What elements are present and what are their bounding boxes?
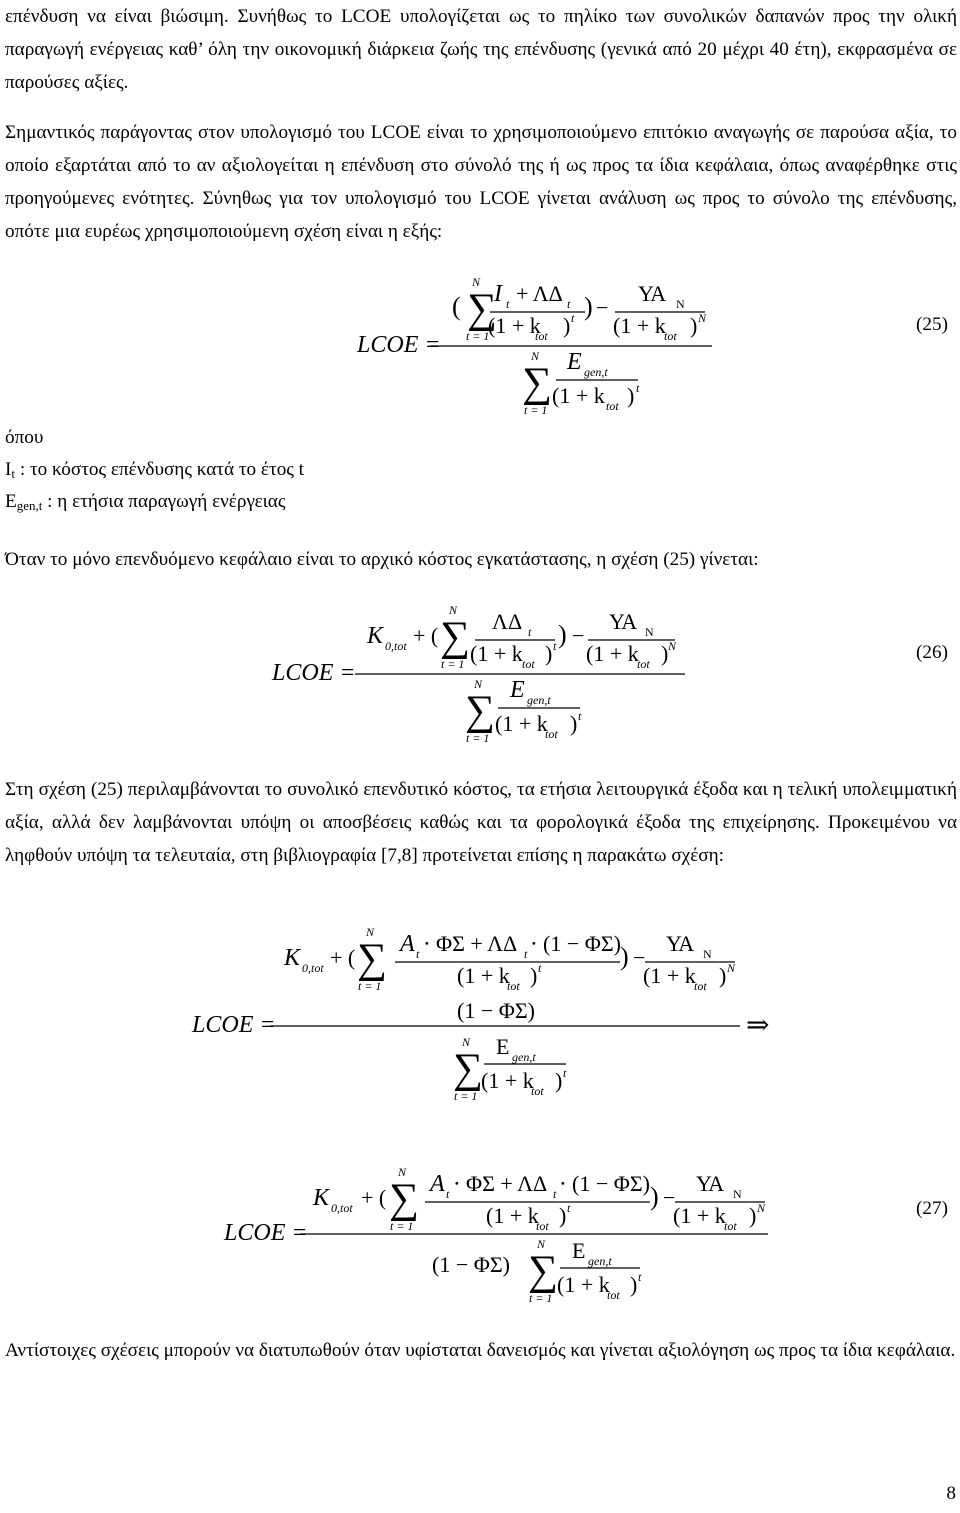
- svg-text:N: N: [698, 311, 707, 325]
- eq25-sum-top: ∑: [467, 286, 497, 332]
- svg-text:0,tot: 0,tot: [331, 1201, 353, 1215]
- svg-text:⋅ ΦΣ + ΛΔ: ⋅ ΦΣ + ΛΔ: [423, 931, 518, 956]
- svg-text:N: N: [668, 639, 677, 653]
- svg-text:(1 + k: (1 + k: [643, 963, 696, 988]
- svg-text:): ): [530, 963, 538, 988]
- svg-text:t: t: [567, 1201, 571, 1215]
- svg-text:tot: tot: [535, 329, 548, 343]
- svg-text:∑: ∑: [389, 1176, 419, 1222]
- svg-text:ΥΑ: ΥΑ: [666, 931, 695, 956]
- svg-text:E: E: [572, 1238, 586, 1263]
- svg-text:t: t: [446, 1187, 450, 1201]
- svg-text:LCOE =: LCOE =: [224, 1220, 308, 1246]
- svg-text:−: −: [572, 623, 585, 648]
- svg-text:(1 + k: (1 + k: [486, 1203, 539, 1228]
- svg-text:(1 + k: (1 + k: [457, 963, 510, 988]
- svg-text:∑: ∑: [357, 936, 387, 982]
- svg-text:gen,t: gen,t: [584, 365, 608, 379]
- svg-text:∑: ∑: [465, 688, 495, 734]
- svg-text:ΥΑ: ΥΑ: [696, 1171, 725, 1196]
- svg-text:∑: ∑: [453, 1046, 483, 1092]
- svg-text:t = 1: t = 1: [529, 1291, 553, 1305]
- svg-text:t: t: [638, 1270, 642, 1284]
- svg-text:ΥΑ: ΥΑ: [609, 609, 638, 634]
- svg-text:N: N: [733, 1187, 742, 1201]
- svg-text:N: N: [462, 1035, 471, 1049]
- page-number: 8: [946, 1483, 956, 1504]
- svg-text:K: K: [367, 623, 384, 649]
- where-label: όπου: [5, 427, 44, 448]
- svg-text:t: t: [563, 1066, 567, 1080]
- paragraph-intro: επένδυση να είναι βιώσιμη. Συνήθως το LCOE υπολογίζεται ως το πηλίκο των συνολικών δαπανών προς την ολική παραγωγή ενέργειας καθ’ όλη την οικονομική διάρκεια ζωής της επένδυσης (γενικά από 20 μέχρι 40 έτη), εκφρασμένα σε παρούσες αξίες.: [5, 6, 957, 93]
- svg-text:t = 1: t = 1: [524, 403, 548, 417]
- svg-text:gen,t: gen,t: [588, 1254, 612, 1268]
- svg-text:tot: tot: [531, 1084, 544, 1098]
- svg-text:t = 1: t = 1: [390, 1219, 414, 1233]
- paragraph-depreciation: Στη σχέση (25) περιλαμβάνονται το συνολικό επενδυτικό κόστος, τα ετήσια λειτουργικά έξοδα και η τελική υπολειμματική αξία, αλλά δεν λαμβάνονται υπόψη οι αποσβέσεις καθώς και τα φορολογικά έξοδα της επιχείρησης. Προκειμένου να ληφθούν υπόψη τα τελευταία, στη βιβλιογραφία [7,8] προτείνεται επίσης η παρακάτω σχέση:: [5, 779, 957, 866]
- eq25-lparen: (: [452, 292, 461, 321]
- svg-text:): ): [545, 641, 553, 666]
- equation-26: [0, 600, 960, 750]
- svg-text:⋅ (1 − ΦΣ): ⋅ (1 − ΦΣ): [530, 931, 621, 956]
- svg-text:): ): [558, 620, 567, 649]
- svg-text:+ (: + (: [330, 945, 356, 970]
- svg-text:t: t: [636, 381, 640, 395]
- svg-text:t: t: [571, 311, 575, 325]
- svg-text:−: −: [596, 295, 609, 320]
- svg-text:K: K: [313, 1185, 330, 1211]
- svg-text:N: N: [537, 1237, 546, 1251]
- svg-text:t = 1: t = 1: [454, 1089, 478, 1103]
- equation-25-number: (25): [916, 314, 948, 335]
- svg-text:t: t: [567, 297, 571, 311]
- eq25-sum-bottom: ∑: [522, 360, 552, 406]
- svg-text:⋅ (1 − ΦΣ): ⋅ (1 − ΦΣ): [559, 1171, 650, 1196]
- svg-text:⋅ ΦΣ + ΛΔ: ⋅ ΦΣ + ΛΔ: [453, 1171, 548, 1196]
- svg-text:N: N: [703, 947, 712, 961]
- equation-26-number: (26): [916, 642, 948, 663]
- definition-energy-production: $E_{gen,t}$ : η ετήσια παραγωγή ενέργειας: [5, 491, 286, 513]
- svg-text:): ): [661, 641, 669, 666]
- eq25-lcoe: LCOE =: [357, 332, 441, 358]
- svg-text:∑: ∑: [440, 614, 470, 660]
- svg-text:(1 + k: (1 + k: [557, 1272, 610, 1297]
- equation-25-svg: [0, 272, 960, 422]
- svg-text:): ): [749, 1203, 757, 1228]
- equation-26-svg: [0, 600, 960, 750]
- svg-text:t: t: [528, 625, 532, 639]
- svg-text:ΥΑ: ΥΑ: [638, 281, 667, 306]
- svg-text:(1 + k: (1 + k: [488, 313, 541, 338]
- svg-text:(1 + k: (1 + k: [673, 1203, 726, 1228]
- paragraph-discount-rate: Σημαντικός παράγοντας στον υπολογισμό του LCOE είναι το χρησιμοποιούμενο επιτόκιο αναγωγής σε παρούσα αξία, το οποίο εξαρτάται από το αν αξιολογείται η επένδυση στο σύνολό της ή ως προς τα ίδια κεφάλαια, όπως αναφέρθηκε στις προηγούμενες ενότητες. Σύνηθως για τον υπολογισμό του LCOE γίνεται ανάλυση ως προς το σύνολο της επένδυσης, οπότε μια ευρέως χρησιμοποιούμενη σχέση είναι η εξής:: [5, 122, 957, 242]
- svg-text:(1 + k: (1 + k: [495, 711, 548, 736]
- svg-text:tot: tot: [694, 979, 707, 993]
- svg-text:t: t: [578, 709, 582, 723]
- svg-text:(1 + k: (1 + k: [481, 1068, 534, 1093]
- svg-text:+ (: + (: [413, 623, 439, 648]
- definition-investment-cost: $I_t$ : το κόστος επένδυσης κατά το έτος t: [5, 459, 305, 481]
- svg-text:): ): [570, 711, 578, 736]
- svg-text:E: E: [567, 349, 582, 375]
- svg-text:gen,t: gen,t: [527, 693, 551, 707]
- svg-text:t: t: [524, 947, 528, 961]
- equation-25: [0, 272, 960, 422]
- svg-text:tot: tot: [545, 727, 558, 741]
- equation-27-intermediate-svg: [0, 922, 960, 1102]
- paragraph-initial-cost: Όταν το μόνο επενδυόμενο κεφάλαιο είναι το αρχικό κόστος εγκατάστασης, η σχέση (25) γίνεται:: [5, 549, 759, 570]
- svg-text:t = 1: t = 1: [358, 979, 382, 993]
- equation-27-svg: [0, 1162, 960, 1312]
- svg-text:N: N: [472, 275, 481, 289]
- svg-text:t: t: [416, 947, 420, 961]
- svg-text:N: N: [757, 1201, 766, 1215]
- svg-text:N: N: [398, 1165, 407, 1179]
- svg-text:(1 + k: (1 + k: [470, 641, 523, 666]
- svg-text:N: N: [366, 925, 375, 939]
- svg-text:(1 + k: (1 + k: [613, 313, 666, 338]
- svg-text:t = 1: t = 1: [466, 329, 490, 343]
- svg-text:A: A: [400, 931, 415, 957]
- svg-text:): ): [563, 313, 571, 338]
- svg-text:tot: tot: [637, 657, 650, 671]
- svg-text:t: t: [553, 639, 557, 653]
- svg-text:I: I: [494, 281, 502, 307]
- svg-text:(1 − ΦΣ): (1 − ΦΣ): [432, 1252, 510, 1277]
- svg-text:): ): [584, 292, 593, 321]
- svg-text:t: t: [538, 961, 542, 975]
- svg-text:N: N: [449, 603, 458, 617]
- svg-text:): ): [627, 383, 635, 408]
- svg-text:+ ΛΔ: + ΛΔ: [516, 281, 563, 306]
- svg-text:tot: tot: [607, 1288, 620, 1302]
- svg-text:gen,t: gen,t: [512, 1050, 536, 1064]
- svg-text:N: N: [676, 297, 685, 311]
- svg-text:): ): [559, 1203, 567, 1228]
- eq26-lcoe: LCOE =: [272, 660, 356, 686]
- svg-text:(1 + k: (1 + k: [552, 383, 605, 408]
- svg-text:t = 1: t = 1: [466, 731, 490, 745]
- svg-text:N: N: [727, 961, 736, 975]
- svg-text:0,tot: 0,tot: [302, 961, 324, 975]
- svg-text:tot: tot: [724, 1219, 737, 1233]
- svg-text:ΛΔ: ΛΔ: [492, 609, 523, 634]
- svg-text:E: E: [510, 677, 525, 703]
- svg-text:): ): [690, 313, 698, 338]
- equation-27-intermediate: [0, 922, 960, 1102]
- paragraph-equity: Αντίστοιχες σχέσεις μπορούν να διατυπωθούν όταν υφίσταται δανεισμός και γίνεται αξιολόγηση ως προς τα ίδια κεφάλαια.: [5, 1340, 956, 1361]
- svg-text:): ): [630, 1272, 638, 1297]
- equation-27-number: (27): [916, 1198, 948, 1219]
- svg-text:tot: tot: [606, 399, 619, 413]
- svg-text:E: E: [496, 1034, 510, 1059]
- svg-text:(1 − ΦΣ): (1 − ΦΣ): [457, 998, 535, 1023]
- svg-text:A: A: [430, 1171, 445, 1197]
- svg-text:N: N: [645, 625, 654, 639]
- svg-text:N: N: [531, 349, 540, 363]
- svg-text:): ): [650, 1182, 659, 1211]
- svg-text:t = 1: t = 1: [441, 657, 465, 671]
- svg-text:−: −: [663, 1185, 676, 1210]
- svg-text:0,tot: 0,tot: [385, 639, 407, 653]
- svg-text:tot: tot: [507, 979, 520, 993]
- svg-text:∑: ∑: [528, 1248, 558, 1294]
- svg-text:LCOE =: LCOE =: [192, 1012, 276, 1038]
- svg-text:(1 + k: (1 + k: [586, 641, 639, 666]
- svg-text:): ): [719, 963, 727, 988]
- implies-arrow: ⇒: [746, 1010, 770, 1041]
- svg-text:+ (: + (: [361, 1185, 387, 1210]
- svg-text:tot: tot: [522, 657, 535, 671]
- svg-text:t: t: [506, 297, 510, 311]
- svg-text:K: K: [284, 945, 301, 971]
- svg-text:tot: tot: [664, 329, 677, 343]
- svg-text:): ): [620, 942, 629, 971]
- svg-text:): ): [555, 1068, 563, 1093]
- equation-27: [0, 1162, 960, 1312]
- svg-text:N: N: [474, 677, 483, 691]
- svg-text:tot: tot: [536, 1219, 549, 1233]
- svg-text:−: −: [633, 945, 646, 970]
- svg-text:t: t: [553, 1187, 557, 1201]
